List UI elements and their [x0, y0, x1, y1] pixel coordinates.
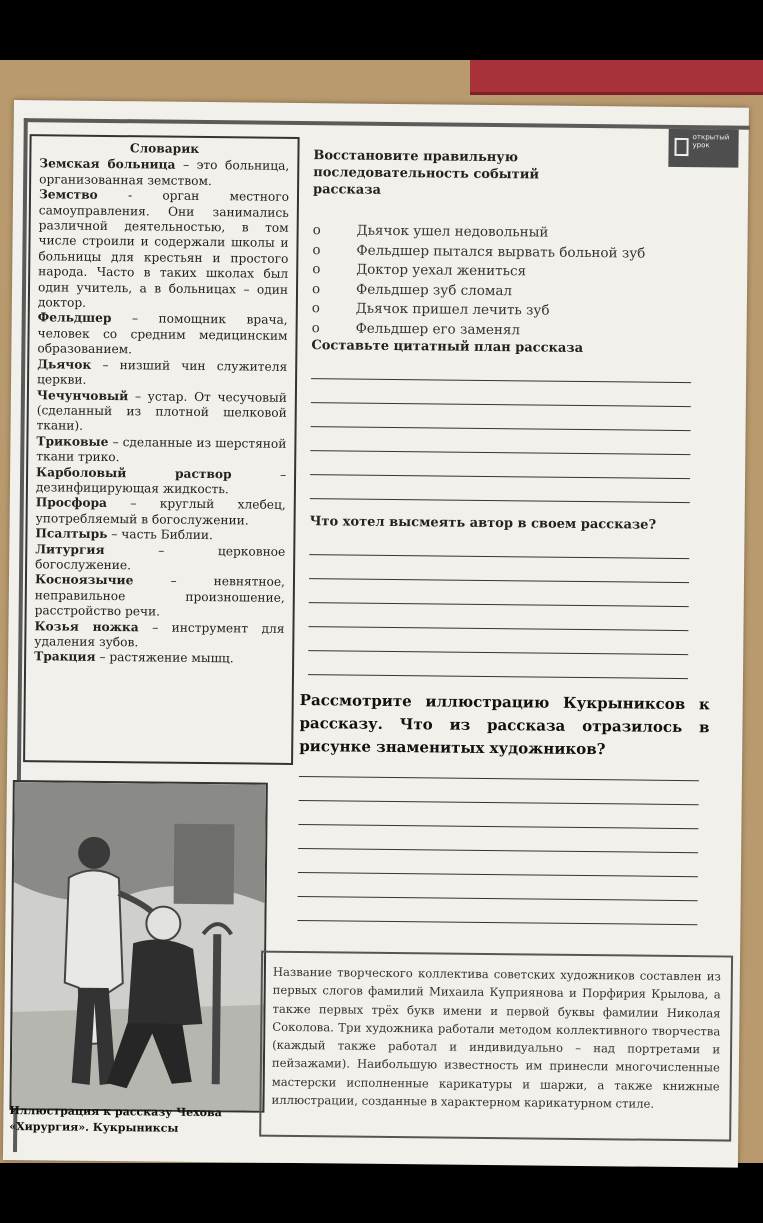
dictionary-entry	[35, 573, 285, 622]
entry-definition: – растяжение мышц.	[95, 650, 234, 666]
dictionary-entry	[34, 619, 284, 652]
entry-definition: – это больница, организованная земством.	[39, 158, 290, 188]
entry-term: Дьячок	[37, 356, 92, 372]
answer-line	[310, 450, 690, 455]
answer-lines	[310, 355, 691, 503]
entry-definition: – сделанные из шерстяной ткани трико.	[36, 434, 287, 465]
entry-term: Козья ножка	[34, 618, 139, 634]
answer-line	[309, 578, 689, 583]
task4-title: Рассмотрите иллюстрацию Кукрыниксов к рассказу. Что из рассказа отразилось в рисунке знаменитых художников?	[299, 691, 710, 759]
dictionary-entry	[38, 187, 289, 313]
bullet-icon: o	[311, 300, 321, 317]
entry-definition: – церковное богослужение.	[35, 542, 286, 573]
sequence-item-text: Доктор уехал жениться	[356, 261, 527, 280]
entry-term: Земская больница	[39, 156, 176, 173]
answer-line	[298, 848, 698, 853]
entry-term: Карболовый раствор	[36, 464, 232, 481]
illustration-drawing	[11, 782, 267, 1113]
task1-title: Восстановите правильную последовательность событий рассказа	[312, 148, 540, 198]
answer-line	[309, 602, 689, 607]
answer-line	[310, 474, 690, 479]
entry-term: Литургия	[35, 541, 105, 557]
task2-title: Составьте цитатный план рассказа	[311, 338, 584, 356]
dictionary-title: Словарик	[129, 141, 200, 156]
logo-text: открытый урок	[692, 133, 730, 150]
red-book	[470, 60, 763, 95]
answer-line	[299, 776, 699, 781]
dictionary-entry	[36, 465, 286, 498]
answer-line	[299, 800, 699, 805]
answer-line	[311, 402, 691, 407]
entry-term: Псалтырь	[35, 526, 108, 542]
entry-term: Просфора	[35, 495, 107, 511]
entry-definition: – низший чин служителя церкви.	[37, 357, 288, 387]
entry-term: Триковые	[36, 433, 109, 449]
answer-lines	[297, 753, 699, 925]
sequence-item-text: Фельдшер пытался вырвать больной зуб	[356, 242, 646, 262]
bullet-icon: o	[311, 280, 321, 297]
entry-definition: – невнятное, неправильное произношение, расстройство речи.	[34, 573, 286, 619]
worksheet	[3, 100, 749, 1168]
info-box: Название творческого коллектива советских художников составлен из первых слогов фамилий Михаила Куприянова и Порфирия Крылова, а также первых трёх букв имени и первой буквы фамилии Николая Соколова. Три художника работали методом коллективного творчества (каждый также работал и индивидуально – над портретами и пейзажами). Наибольшую известность им принесли многочисленные мастерски исполненные карикатуры и шаржи, а также книжные иллюстрации, созданные в характерном карикатурном стиле.	[259, 951, 733, 1142]
entry-term: Фельдшер	[37, 310, 112, 326]
sequence-item-text: Фельдшер зуб сломал	[355, 281, 513, 299]
sequence-item-text: Дьячок ушел недовольный	[356, 222, 549, 241]
dictionary-entry	[36, 496, 286, 529]
entry-definition: – инструмент для удаления зубов.	[34, 619, 285, 650]
dictionary-entry	[36, 434, 286, 467]
entry-definition: – дезинфицирующая жидкость.	[35, 466, 287, 497]
entry-definition: – устар. От чесучовый (сделанный из плотной шелковой ткани).	[36, 388, 287, 434]
publisher-logo	[668, 129, 738, 168]
answer-line	[308, 650, 688, 655]
task3-title: Что хотел высмеять автор в своем рассказе?	[309, 514, 657, 533]
answer-line	[311, 378, 691, 383]
answer-line	[298, 824, 698, 829]
entry-term: Земство	[38, 187, 98, 203]
illustration	[9, 780, 267, 1113]
sequence-list	[312, 221, 693, 342]
illustration-caption: Иллюстрация к рассказу Чехова «Хирургия». Кукрыниксы	[9, 1104, 222, 1135]
dictionary-entry	[37, 357, 287, 390]
entry-definition: – круглый хлебец, употребляемый в богослужении.	[35, 496, 286, 528]
logo-icon	[674, 138, 688, 156]
entry-definition: – помощник врача, человек со средним медицинским образованием.	[37, 311, 288, 357]
dictionary-entry	[34, 650, 284, 668]
dictionary-entry	[37, 311, 287, 360]
dictionary-entry	[35, 542, 285, 575]
dictionary-box	[23, 134, 300, 765]
answer-line	[309, 554, 689, 559]
bullet-icon: o	[312, 222, 321, 239]
dictionary-entry	[39, 157, 289, 190]
sequence-item-text: Фельдшер его заменял	[355, 320, 521, 338]
answer-line	[298, 896, 698, 901]
dictionary-entry	[37, 388, 287, 437]
answer-line	[308, 626, 688, 631]
answer-line	[298, 872, 698, 877]
entry-term: Косноязычие	[34, 572, 134, 588]
entry-definition: – часть Библии.	[107, 527, 214, 543]
bullet-icon: o	[311, 319, 320, 336]
entry-term: Тракция	[34, 649, 96, 665]
entry-term: Чечунчовый	[36, 387, 129, 403]
answer-line	[311, 426, 691, 431]
entry-definition: - орган местного самоуправления. Они занимались различной деятельностью, в том числе строили и содержали школы и больницы для крестьян и простого народа. Часто в таких школах был один учитель, а в больницах – один доктор.	[37, 188, 290, 310]
bullet-icon: o	[312, 261, 321, 278]
bullet-icon: o	[312, 241, 321, 258]
sequence-item-text: Дьячок пришел лечить зуб	[355, 300, 550, 319]
answer-lines	[308, 531, 689, 679]
